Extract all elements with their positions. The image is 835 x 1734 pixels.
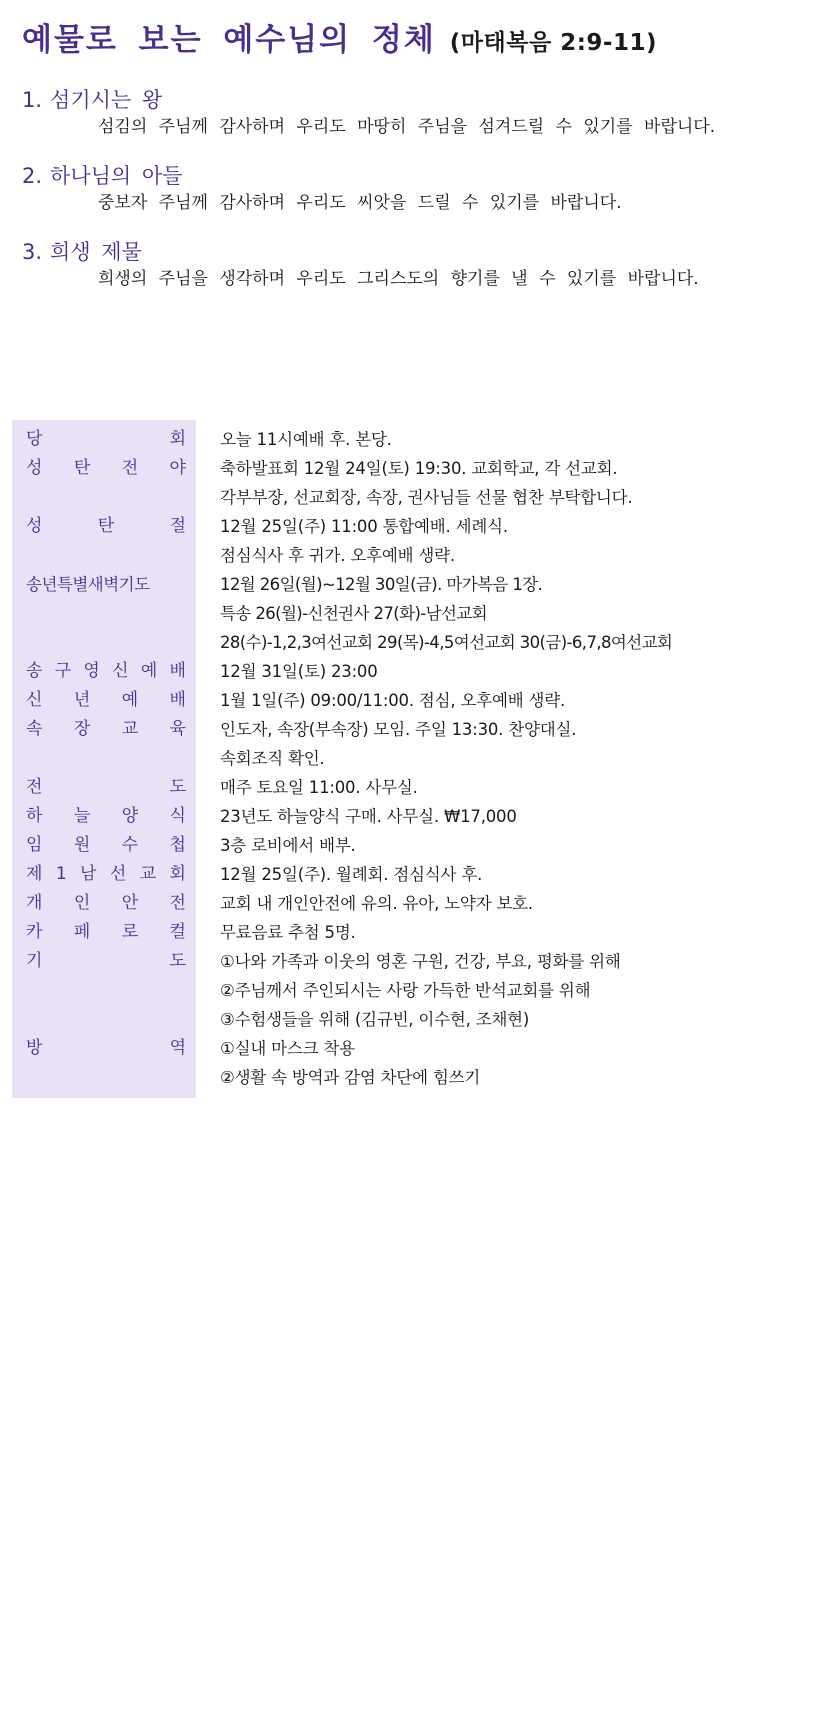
- notice-label-char: 로: [121, 922, 139, 942]
- notice-label-char: 년: [73, 690, 91, 710]
- notice-label-char: 방: [26, 1038, 43, 1058]
- notice-label-char: 배: [169, 690, 186, 710]
- notice-row: [12, 889, 830, 918]
- notice-list: [12, 420, 830, 1092]
- notice-label-char: 영: [83, 661, 100, 681]
- notice-line: 12월 25일(주) 11:00 통합예배. 세례식.: [220, 517, 508, 536]
- notice-label-char: 교: [139, 864, 157, 884]
- notice-row: [12, 802, 830, 831]
- notice-label: [26, 918, 186, 947]
- notice-label-char: 하: [26, 806, 43, 826]
- notice-label-char: 성: [26, 458, 43, 478]
- notice-row: [12, 947, 830, 1034]
- notice-content: [220, 1034, 826, 1092]
- notice-label-char: 임: [26, 835, 43, 855]
- notice-row: [12, 860, 830, 889]
- notice-line: ①실내 마스크 착용: [220, 1039, 355, 1058]
- notice-content: [220, 715, 826, 773]
- notice-label: [26, 860, 186, 889]
- notice-label-char: 개: [26, 893, 43, 913]
- sermon-point: [22, 162, 822, 217]
- sermon-point: [22, 86, 822, 141]
- notice-label-char: 예: [140, 661, 158, 681]
- notice-label-char: 기: [26, 951, 43, 971]
- notice-line: 교회 내 개인안전에 유의. 유아, 노약자 보호.: [220, 894, 533, 913]
- notice-label-char: 컬: [169, 922, 186, 942]
- notice-label-char: 전: [169, 893, 186, 913]
- scripture-reference: (마태복음 2:9-11): [449, 30, 657, 56]
- notice-row: [12, 715, 830, 773]
- notice-row: [12, 512, 830, 570]
- notice-label-char: 회: [169, 429, 186, 449]
- notice-line: 무료음료 추첨 5명.: [220, 923, 356, 942]
- notice-row: [12, 831, 830, 860]
- notice-line: 특송 26(월)-신천권사 27(화)-남선교회: [220, 604, 488, 623]
- notice-line: 1월 1일(주) 09:00/11:00. 점심, 오후예배 생략.: [220, 691, 566, 710]
- notice-content: [220, 918, 826, 947]
- notice-content: [220, 512, 826, 570]
- notice-row: [12, 686, 830, 715]
- point-number: 2.: [22, 164, 43, 188]
- notice-line: 점심식사 후 귀가. 오후예배 생략.: [220, 546, 455, 565]
- notice-label-char: 장: [73, 719, 91, 739]
- notice-line: 12월 31일(토) 23:00: [220, 662, 378, 681]
- point-heading: [22, 86, 822, 114]
- notice-label-char: 야: [169, 458, 186, 478]
- notice-row: [12, 454, 830, 512]
- notice-label-char: 도: [169, 777, 186, 797]
- notice-label: 송년특별새벽기도: [26, 575, 150, 594]
- notices-section: [12, 420, 830, 1092]
- notice-label: [26, 454, 186, 483]
- notice-label: [26, 1034, 186, 1063]
- notice-label-char: 1: [55, 864, 67, 884]
- notice-line: 매주 토요일 11:00. 사무실.: [220, 778, 418, 797]
- notice-line: 속회조직 확인.: [220, 749, 325, 768]
- notice-label-char: 육: [169, 719, 186, 739]
- notice-line: ②주님께서 주인되시는 사랑 가득한 반석교회를 위해: [220, 981, 591, 1000]
- notice-label-char: 남: [80, 864, 97, 884]
- notice-row: [12, 1034, 830, 1092]
- notice-label-char: 구: [54, 661, 72, 681]
- notice-line: ①나와 가족과 이웃의 영혼 구원, 건강, 부요, 평화를 위해: [220, 952, 621, 971]
- notice-line: 23년도 하늘양식 구매. 사무실. ₩17,000: [220, 807, 517, 826]
- notice-label: [26, 657, 186, 686]
- sermon-points: [22, 86, 822, 314]
- notice-label-char: 탄: [73, 458, 91, 478]
- notice-label-char: 탄: [97, 516, 115, 536]
- notice-label-char: 신: [26, 690, 43, 710]
- point-heading: [22, 162, 822, 190]
- notice-label-char: 예: [121, 690, 139, 710]
- notice-label-char: 늘: [73, 806, 91, 826]
- point-description: 중보자 주님께 감사하며 우리도 씨앗을 드릴 수 있기를 바랍니다.: [98, 193, 622, 213]
- notice-line: 3층 로비에서 배부.: [220, 836, 356, 855]
- notice-label-char: 페: [73, 922, 91, 942]
- point-description: 섬김의 주님께 감사하며 우리도 마땅히 주님을 섬겨드릴 수 있기를 바랍니다.: [98, 117, 716, 137]
- notice-label: [26, 512, 186, 541]
- sermon-point: [22, 238, 822, 293]
- notice-label: [26, 715, 186, 744]
- notice-label-char: 인: [73, 893, 91, 913]
- notice-label-char: 절: [169, 516, 186, 536]
- notice-label-char: 선: [109, 864, 127, 884]
- notice-label-char: 안: [121, 893, 139, 913]
- notice-content: [220, 425, 826, 454]
- notice-content: [220, 773, 826, 802]
- notice-label: [26, 773, 186, 802]
- notice-label-char: 당: [26, 429, 43, 449]
- point-heading-text: 희생 제물: [50, 240, 142, 264]
- notice-line: 12월 25일(주). 월례회. 점심식사 후.: [220, 865, 483, 884]
- point-description: 희생의 주님을 생각하며 우리도 그리스도의 향기를 낼 수 있기를 바랍니다.: [98, 269, 699, 289]
- notice-content: [220, 947, 826, 1034]
- notice-label-char: 첩: [169, 835, 186, 855]
- notice-label-char: 속: [26, 719, 43, 739]
- notice-content: [220, 860, 826, 889]
- notice-line: 오늘 11시예배 후. 본당.: [220, 430, 392, 449]
- notice-content: [220, 889, 826, 918]
- notice-label-char: 회: [169, 864, 186, 884]
- notice-label: [26, 947, 186, 976]
- notice-label-char: 교: [121, 719, 139, 739]
- notice-line: 각부부장, 선교회장, 속장, 권사님들 선물 협찬 부탁합니다.: [220, 488, 633, 507]
- point-heading-text: 하나님의 아들: [50, 164, 183, 188]
- notice-line: 인도자, 속장(부속장) 모임. 주일 13:30. 찬양대실.: [220, 720, 577, 739]
- notice-content: [220, 570, 826, 657]
- notice-label-char: 식: [169, 806, 186, 826]
- notice-label-char: 제: [26, 864, 43, 884]
- notice-row: [12, 570, 830, 657]
- notice-line: 28(수)-1,2,3여선교회 29(목)-4,5여선교회 30(금)-6,7,8여선교회: [220, 633, 673, 652]
- point-number: 3.: [22, 240, 43, 264]
- point-heading: [22, 238, 822, 266]
- notice-label-char: 도: [169, 951, 186, 971]
- notice-line: ③수험생들을 위해 (김규빈, 이수현, 조채현): [220, 1010, 530, 1029]
- notice-row: [12, 773, 830, 802]
- notice-line: 축하발표회 12월 24일(토) 19:30. 교회학교, 각 선교회.: [220, 459, 618, 478]
- notice-label: [26, 425, 186, 454]
- notice-content: [220, 454, 826, 512]
- notice-label-char: 송: [26, 661, 43, 681]
- notice-content: [220, 657, 826, 686]
- point-heading-text: 섬기시는 왕: [50, 88, 163, 112]
- notice-label-char: 배: [169, 661, 186, 681]
- notice-content: [220, 831, 826, 860]
- notice-label: [26, 889, 186, 918]
- page-title: [22, 14, 657, 59]
- notice-content: [220, 686, 826, 715]
- notice-label-char: 카: [26, 922, 43, 942]
- point-number: 1.: [22, 88, 43, 112]
- notice-label-char: 역: [169, 1038, 186, 1058]
- notice-row: [12, 425, 830, 454]
- notice-label-char: 양: [121, 806, 139, 826]
- notice-label: [26, 686, 186, 715]
- notice-label-char: 수: [121, 835, 139, 855]
- notice-label-char: 신: [112, 661, 129, 681]
- notice-row: [12, 918, 830, 947]
- notice-line: ②생활 속 방역과 감염 차단에 힘쓰기: [220, 1068, 481, 1087]
- notice-content: [220, 802, 826, 831]
- notice-label-char: 성: [26, 516, 43, 536]
- notice-label: [26, 802, 186, 831]
- notice-label: [26, 831, 186, 860]
- notice-label-char: 전: [26, 777, 43, 797]
- sermon-title: 예물로 보는 예수님의 정체: [22, 22, 436, 58]
- notice-label-char: 전: [121, 458, 139, 478]
- notice-label-char: 원: [73, 835, 91, 855]
- notice-row: [12, 657, 830, 686]
- notice-line: 12월 26일(월)~12월 30일(금). 마가복음 1장.: [220, 575, 543, 594]
